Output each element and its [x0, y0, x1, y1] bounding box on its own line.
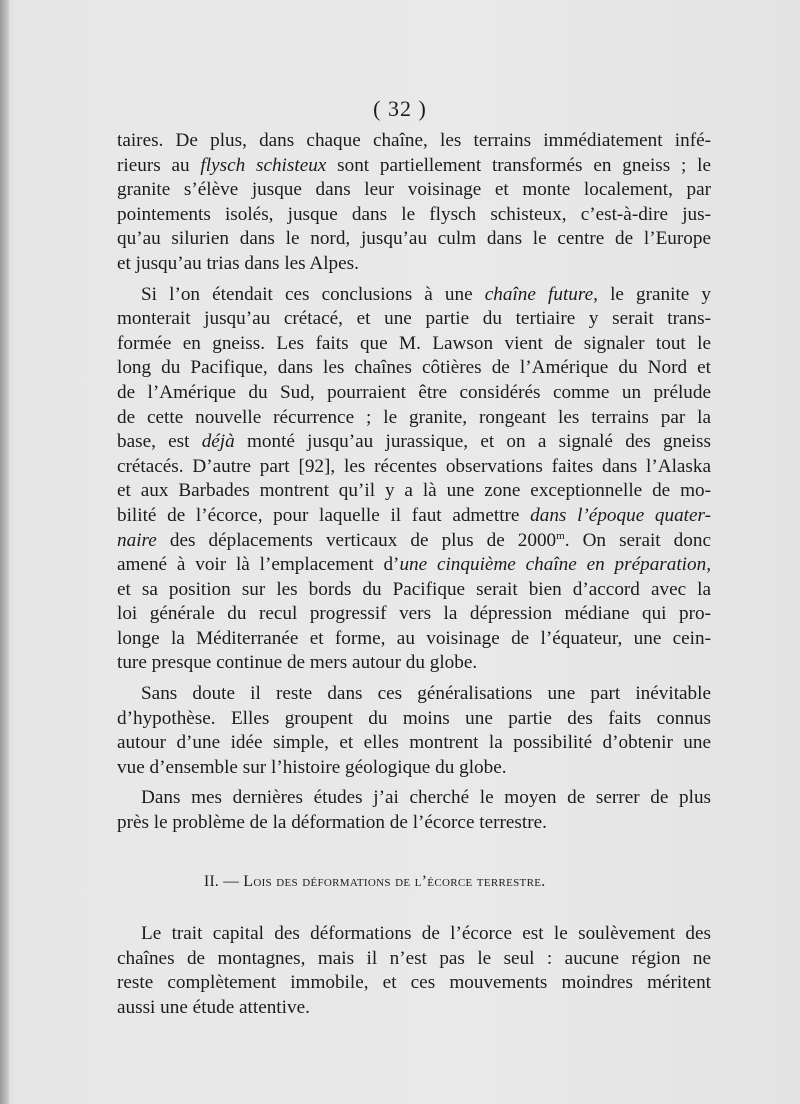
text-line: [117, 178, 711, 203]
section-title: Lois des déformations de l’écorce terrestre.: [243, 873, 546, 890]
text-segment: loi générale du recul progressif vers la dépression médiane qui pro-: [117, 603, 711, 625]
text-line: [117, 627, 711, 652]
text-segment: amené à voir là l’emplacement d’: [117, 554, 400, 576]
text-segment: ture presque continue de mers autour du globe.: [117, 652, 478, 674]
text-line: [117, 252, 711, 277]
italic-text: déjà: [201, 431, 235, 453]
text-line: [117, 651, 711, 676]
text-segment: long du Pacifique, dans les chaînes côtières de l’Amérique du Nord et: [117, 357, 711, 379]
text-line: [117, 996, 711, 1021]
text-segment: formée en gneiss. Les faits que M. Lawson vient de signaler tout le: [117, 332, 711, 354]
text-line: [117, 203, 711, 228]
page-edge-shadow: [0, 0, 9, 1104]
text-segment: des déplacements verticaux de plus de 2000: [156, 529, 557, 551]
text-segment: aussi une étude attentive.: [117, 996, 310, 1018]
text-segment: le granite y: [597, 283, 712, 305]
text-segment: granite s’élève jusque dans leur voisinage et monte localement, par: [117, 179, 711, 201]
section-number: II. —: [204, 873, 240, 890]
text-segment: rieurs au: [117, 154, 201, 176]
text-line: [117, 947, 711, 972]
text-line: [117, 707, 711, 732]
text-segment: chaînes de montagnes, mais il n’est pas le seul : aucune région ne: [117, 947, 711, 969]
text-segment: Dans mes dernières études j’ai cherché le moyen de serrer de plus: [141, 787, 711, 809]
text-line: [117, 332, 711, 357]
italic-text: dans l’époque quater-: [530, 504, 711, 526]
text-segment: bilité de l’écorce, pour laquelle il faut admettre: [117, 504, 531, 526]
text-line: [117, 811, 711, 836]
text-line: [117, 529, 711, 554]
text-segment: près le problème de la déformation de l’écorce terrestre.: [117, 812, 547, 834]
text-line: [117, 578, 711, 603]
text-segment: Si l’on étendait ces conclusions à une: [141, 283, 485, 305]
text-line: [117, 283, 711, 308]
text-line: [117, 356, 711, 381]
body-text-block: [117, 129, 711, 836]
body-text-block-2: [117, 922, 711, 1020]
text-segment: qu’au silurien dans le nord, jusqu’au culm dans le centre de l’Europe: [117, 228, 711, 250]
text-segment: Le trait capital des déformations de l’écorce est le soulèvement des: [141, 923, 711, 944]
text-segment: reste complètement immobile, et ces mouvements moindres méritent: [117, 972, 711, 994]
text-line: [117, 307, 711, 332]
text-line: [117, 602, 711, 627]
text-line: [117, 786, 711, 811]
text-line: [117, 227, 711, 252]
text-segment: sont partiellement transformés en gneiss ; le: [326, 154, 712, 176]
text-segment: taires. De plus, dans chaque chaîne, les terrains immédiatement infé-: [117, 130, 711, 151]
text-segment: de cette nouvelle récurrence ; le granite, rongeant les terrains par la: [117, 406, 711, 428]
text-line: [117, 504, 711, 529]
italic-text: chaîne future,: [484, 283, 598, 305]
text-line: [117, 682, 711, 707]
text-line: [117, 971, 711, 996]
page-number: ( 32 ): [373, 96, 427, 121]
text-segment: pointements isolés, jusque dans le flysch schisteux, c’est-à-dire jus-: [117, 203, 711, 225]
italic-text: naire: [117, 529, 157, 551]
text-segment: longe la Méditerranée et forme, au voisinage de l’équateur, une cein-: [117, 627, 711, 649]
italic-text: une cinquième chaîne en préparation,: [399, 554, 712, 576]
text-line: [117, 154, 711, 179]
text-segment: base, est: [117, 431, 202, 453]
text-line: [117, 553, 711, 578]
section-heading: [204, 873, 546, 891]
text-segment: Sans doute il reste dans ces généralisations une part inévitable: [141, 683, 711, 705]
text-segment: crétacés. D’autre part [92], les récentes observations faites dans l’Alaska: [117, 455, 711, 477]
text-segment: . On serait donc: [564, 529, 711, 551]
text-line: [117, 731, 711, 756]
text-segment: monté jusqu’au jurassique, et on a signalé des gneiss: [234, 431, 711, 453]
text-segment: monterait jusqu’au crétacé, et une partie du tertiaire y serait trans-: [117, 308, 711, 330]
italic-text: flysch schisteux: [200, 154, 327, 176]
text-segment: et aux Barbades montrent qu’il y a là une zone exceptionnelle de mo-: [117, 480, 711, 502]
text-line: [117, 381, 711, 406]
text-segment: de l’Amérique du Sud, pourraient être considérés comme un prélude: [117, 381, 711, 403]
text-line: [117, 756, 711, 781]
text-segment: et sa position sur les bords du Pacifique serait bien d’accord avec la: [117, 578, 711, 600]
text-line: [117, 922, 711, 947]
text-line: [117, 455, 711, 480]
text-line: [117, 406, 711, 431]
text-segment: et jusqu’au trias dans les Alpes.: [117, 252, 359, 274]
text-line: [117, 129, 711, 154]
text-line: [117, 430, 711, 455]
text-line: [117, 479, 711, 504]
text-segment: autour d’une idée simple, et elles montrent la possibilité d’obtenir une: [117, 732, 711, 754]
text-segment: vue d’ensemble sur l’histoire géologique du globe.: [117, 756, 507, 778]
superscript-text: m: [556, 529, 565, 542]
text-segment: d’hypothèse. Elles groupent du moins une partie des faits connus: [117, 707, 711, 729]
